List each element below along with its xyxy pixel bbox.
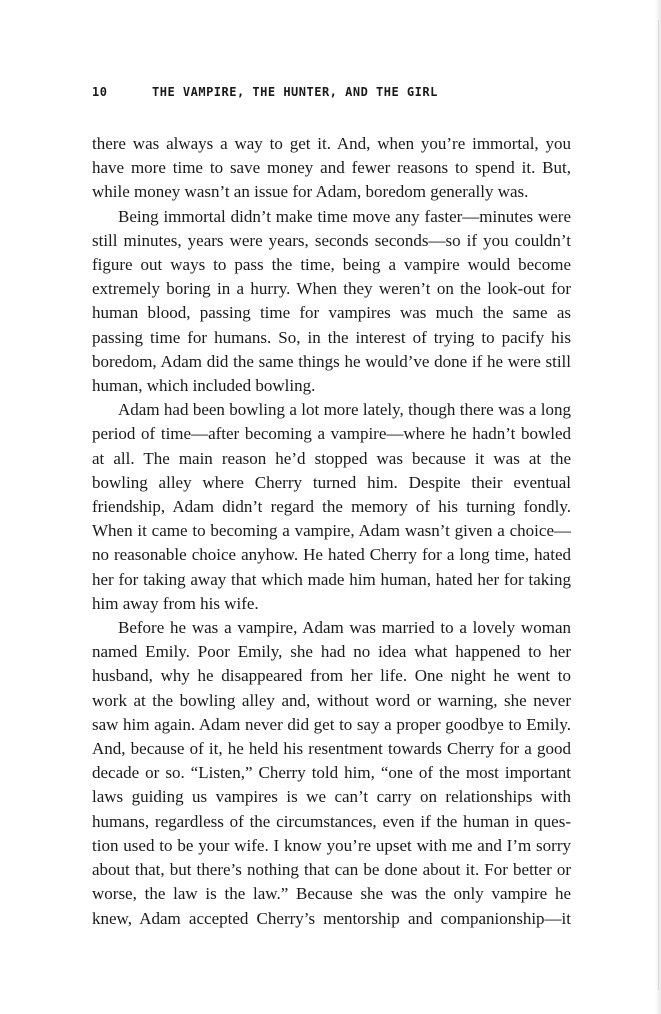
page-edge-line — [658, 20, 659, 990]
paragraph-2: Being immortal didn’t make time move any faster—minutes were still minutes, years were years, seconds seconds—so if you couldn’t figure out ways to pass the time, being a vampire would become extremely boring in a hurry. When they weren’t on the look-out for human blood, passing time for vampires was much the same as passing time for humans. So, in the interest of trying to pacify his boredom, Adam did the same things he would’ve done if he were still human, which included bowling. — [92, 206, 571, 396]
paragraph-3: Adam had been bowling a lot more lately, though there was a long period of time—after becoming a vampire—where he hadn’t bowled at all. The main reason he’d stopped was because it was at the bowling alley where Cherry turned him. Despite their eventual friendship, Adam didn’t regard the memory of his turning fondly. When it came to becoming a vampire, Adam wasn’t given a choice—no reasonable choice anyhow. He hated Cherry for a long time, hated her for taking away that which made him human, hated her for taking him away from his wife. — [92, 400, 571, 613]
body-text — [92, 132, 571, 931]
paragraph-1: there was always a way to get it. And, when you’re immortal, you have more time to save money and fewer reasons to spend it. But, while money wasn’t an issue for Adam, boredom generally was. — [92, 134, 571, 202]
running-head — [92, 85, 572, 105]
page-number: 10 — [92, 85, 108, 99]
paragraph-4: Before he was a vampire, Adam was married to a lovely woman named Emily. Poor Emily, she had no idea what happened to her husband, why he disappeared from her life. One night he went to work at the bowling alley and, without word or warning, she never saw him again. Adam never did get to say a proper goodbye to Emily. And, because of it, he held his resentment towards Cherry for a good decade or so. “Listen,” Cherry told him, “one of the most important laws guiding us vampires is we can’t carry on relationships with humans, regardless of the circumstances, even if the human in ques-tion used to be your wife. I know you’re upset with me and I’m sorry about that, but there’s nothing that can be done about it. For better or worse, the law is the law.” Because she was the only vampire he knew, Adam accepted Cherry’s mentorship and companionship—it — [92, 618, 571, 928]
book-title: THE VAMPIRE, THE HUNTER, AND THE GIRL — [152, 85, 438, 99]
